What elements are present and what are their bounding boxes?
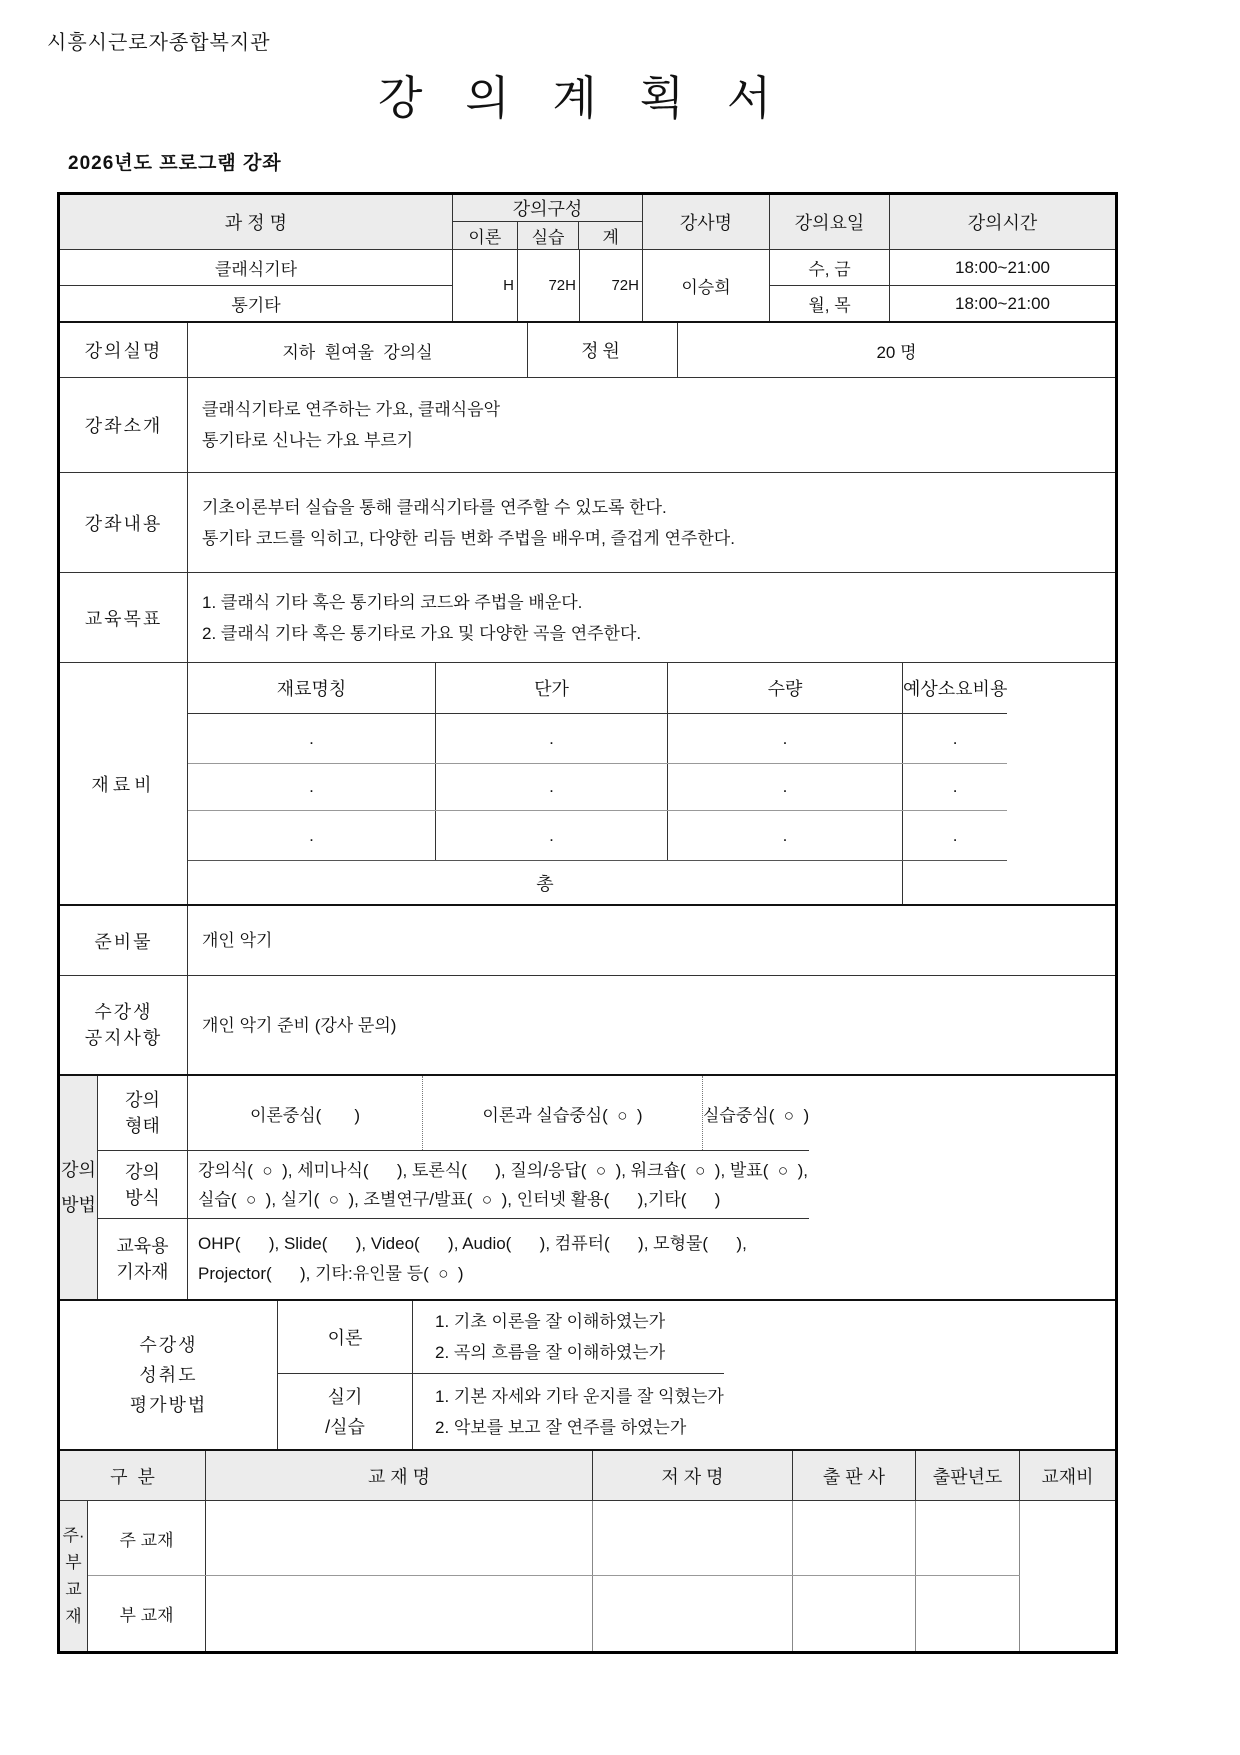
capacity-value: 20 명 [876,342,917,362]
course1-name: 클래식기타 [60,250,452,286]
main-textbook-label: 주 교재 [88,1501,206,1575]
method-form-opt2: 이론과 실습중심( ○ ) [423,1076,703,1150]
organization-name: 시흥시근로자종합복지관 [47,32,271,54]
intro-line1: 클래식기타로 연주하는 가요, 클래식음악 [202,400,501,419]
main-textbook-publisher-cell [793,1501,916,1575]
course1-time: 18:00~21:00 [954,257,1050,277]
material-name-cell: . [188,811,436,860]
material-qty-cell: . [668,764,903,810]
practice-hours: 72H [518,250,580,321]
method-form-opt3: 실습중심( ○ ) [703,1105,810,1125]
evaluation-label: 수강생 성취도 평가방법 [60,1301,278,1449]
instructor-header: 강사명 [643,195,770,249]
intro-row [60,378,1115,473]
method-label: 강의방법 [60,1076,98,1299]
materials-price-header: 단가 [436,663,668,713]
material-qty-cell: . [668,811,903,860]
sub-textbook-row [88,1576,1020,1651]
main-textbook-row [88,1501,1020,1576]
materials-total-cell [903,861,1007,904]
supplies-text [188,906,272,975]
objective-text [188,573,641,662]
method-form-label: 강의 형태 [98,1076,188,1150]
material-cost-cell: . [952,825,958,845]
material-name-cell: . [188,714,436,763]
practice-header: 실습 [518,222,580,249]
main-textbook-year-cell [916,1501,1020,1575]
main-textbook-title-cell [206,1501,593,1575]
course2-name: 통기타 [231,296,281,315]
textbook-price-header: 교재비 [1020,1451,1115,1500]
intro-text [188,378,500,472]
evaluation-practice-text: 1. 기본 자세와 기타 운지를 잘 익혔는가 2. 악보를 보고 잘 연주를 하였는가 [435,1386,724,1437]
lecture-plan-table [57,192,1118,1654]
content-label: 강좌내용 [60,473,188,572]
material-cost-cell: . [952,728,958,748]
theory-header: 이론 [453,222,518,249]
materials-label: 재료비 [60,663,188,904]
supplies-label: 준비물 [60,906,188,975]
objective-label: 교육목표 [60,573,188,662]
textbook-category-header: 구 분 [60,1451,206,1500]
room-row [60,323,1115,378]
material-price-cell: . [436,811,668,860]
instructor-name: 이승희 [643,250,770,321]
sub-textbook-author-cell [593,1576,793,1651]
method-form-opt1: 이론중심( ) [188,1076,423,1150]
materials-qty-header: 수량 [668,663,903,713]
course-rows [60,250,1115,323]
supplies-row [60,906,1115,976]
evaluation-practice-label: 실기 /실습 [278,1374,413,1449]
method-style-text: 강의식( ○ ), 세미나식( ), 토론식( ), 질의/응답( ○ ), 워크숍( ○ ), 발표( ○ ), 실습( ○ ), 실기( ○ ), 조별연구/발표( ○ ), 인터넷 활용( ),기타( ) [198,1160,808,1209]
theory-hours: H [453,250,518,321]
objective-line2: 2. 클래식 기타 혹은 통기타로 가요 및 다양한 곡을 연주한다. [202,623,642,643]
intro-line2: 통기타로 신나는 가요 부르기 [202,431,414,450]
materials-block [60,663,1115,906]
material-cost-cell: . [952,777,958,796]
sub-textbook-year-cell [916,1576,1020,1651]
method-equipment-label: 교육용 기자재 [98,1219,188,1299]
program-subtitle: 2026년도 프로그램 강좌 [68,153,282,174]
notice-value: 개인 악기 준비 (강사 문의) [202,1015,397,1035]
materials-name-header: 재료명칭 [188,663,436,713]
objective-row [60,573,1115,663]
content-line1: 기초이론부터 실습을 통해 클래식기타를 연주할 수 있도록 한다. [202,497,667,517]
materials-row [188,714,1007,764]
material-price-cell: . [436,714,668,763]
sub-textbook-publisher-cell [793,1576,916,1651]
course2-day: 월, 목 [770,286,890,321]
textbook-author-header: 저 자 명 [593,1451,793,1500]
notice-text [188,976,396,1074]
sum-hours: 72H [580,250,643,321]
content-line2: 통기타 코드를 익히고, 다양한 리듬 변화 주법을 배우며, 즐겁게 연주한다. [202,528,735,548]
page-title: 강 의 계 획 서 [378,72,787,124]
textbook-side-label: 주·부교재 [60,1501,88,1651]
time-header: 강의시간 [890,195,1115,249]
evaluation-block [60,1301,1115,1451]
textbook-year-header: 출판년도 [916,1451,1020,1500]
composition-header: 강의구성 [453,195,642,222]
method-style-label: 강의 방식 [98,1151,188,1218]
material-price-cell: . [436,764,668,810]
notice-label: 수강생 공지사항 [60,976,188,1074]
capacity-label: 정원 [528,323,678,377]
materials-total-label: 총 [188,861,903,904]
content-text [188,473,735,572]
textbook-header-row [60,1451,1115,1501]
textbook-body [60,1501,1115,1651]
composition-header-group [453,195,643,249]
course2-time: 18:00~21:00 [954,293,1050,313]
materials-cost-header: 예상소요비용 [903,679,1008,699]
supplies-value: 개인 악기 [202,931,273,950]
course-name-header: 과 정 명 [60,195,453,249]
method-block [60,1076,1115,1301]
main-textbook-author-cell [593,1501,793,1575]
evaluation-theory-label: 이론 [278,1301,413,1373]
room-name: 지하 흰여울 강의실 [188,323,528,377]
course1-day: 수, 금 [770,250,890,285]
material-name-cell: . [188,764,436,810]
method-equipment-text: OHP( ), Slide( ), Video( ), Audio( ), 컴퓨터( ), 모형물( ), Projector( ), 기타:유인물 등( ○ ) [198,1234,747,1283]
sub-textbook-label: 부 교재 [88,1576,206,1651]
content-row [60,473,1115,573]
textbook-title-header: 교 재 명 [206,1451,593,1500]
intro-label: 강좌소개 [60,378,188,472]
table-header-row [60,195,1115,250]
sum-header: 계 [579,222,642,249]
material-qty-cell: . [668,714,903,763]
materials-row [188,811,1007,861]
evaluation-theory-text: 1. 기초 이론을 잘 이해하였는가 2. 곡의 흐름을 잘 이해하였는가 [435,1312,666,1362]
objective-line1: 1. 클래식 기타 혹은 통기타의 코드와 주법을 배운다. [202,592,583,612]
notice-row [60,976,1115,1076]
materials-row [188,764,1007,811]
textbook-publisher-header: 출 판 사 [793,1451,916,1500]
day-header: 강의요일 [770,195,890,249]
room-label: 강의실명 [60,323,188,377]
sub-textbook-title-cell [206,1576,593,1651]
